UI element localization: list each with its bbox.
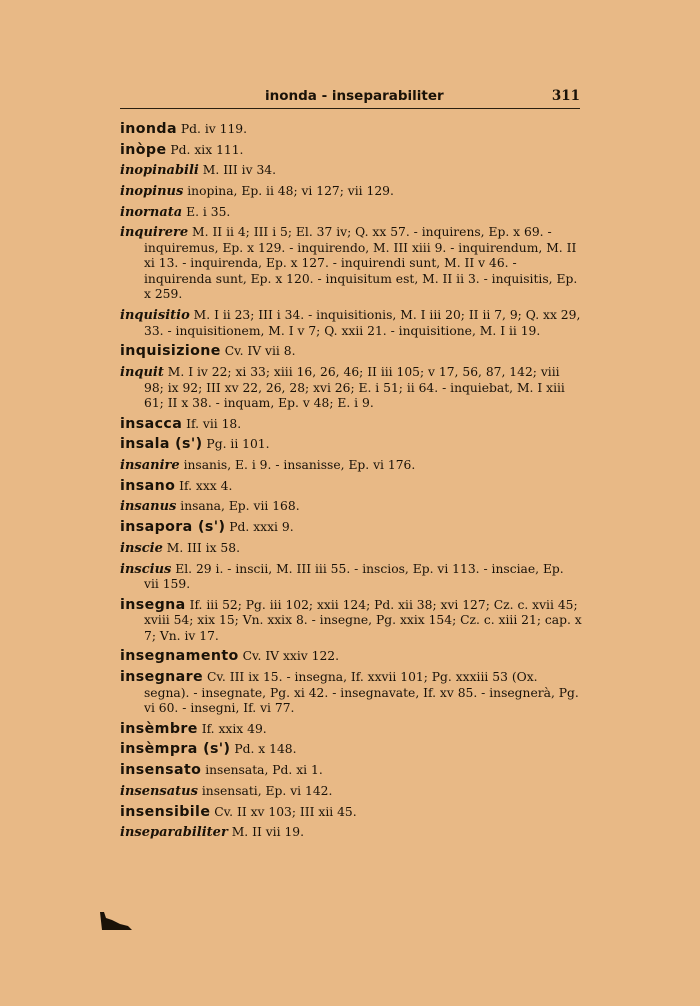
entry-headword: inquisitio (120, 308, 190, 324)
entry-citations: M. II ii 4; III i 5; El. 37 iv; Q. xx 57. - inquirens, Ep. x 69. - inquiremus, Ep. x 129. - inquirendo, M. III xiii 9. - inquirendum, M. II xi 13. - inquirenda, Ep. x 127. - inquirendi sunt, M. II v 46. - inquirenda sunt, Ep. x 120. - inquisitum est, M. II ii 3. - inquisitis, Ep. x 259. (144, 225, 578, 302)
entry-citations: Cv. II xv 103; III xii 45. (210, 804, 357, 819)
dictionary-entry (120, 437, 582, 453)
entry-citations: Pg. ii 101. (202, 437, 270, 452)
dictionary-entry (120, 122, 582, 138)
dictionary-entry (120, 344, 582, 360)
entry-headword: inopinus (120, 184, 184, 200)
entry-headword: inòpe (120, 141, 167, 158)
dictionary-entry (120, 562, 582, 593)
entry-headword: insegnare (120, 669, 204, 686)
entry-headword: insensato (120, 762, 202, 779)
dictionary-entry (120, 479, 582, 495)
entry-headword: insegna (120, 596, 186, 613)
entry-headword: insano (120, 477, 176, 494)
dictionary-entry (120, 184, 582, 200)
dictionary-entry (120, 670, 582, 717)
entry-citations: insensati, Ep. vi 142. (197, 783, 333, 798)
dictionary-entry (120, 225, 582, 303)
entry-headword: inornata (120, 204, 183, 220)
dictionary-entries (120, 122, 582, 846)
dictionary-entry (120, 458, 582, 474)
dictionary-entry (120, 308, 582, 339)
dictionary-entry (120, 499, 582, 515)
page-number: 311 (551, 88, 580, 104)
entry-citations: Pd. xxxi 9. (225, 520, 294, 535)
dictionary-entry (120, 205, 582, 221)
entry-citations: Pd. x 148. (230, 742, 297, 757)
dictionary-entry (120, 163, 582, 179)
dictionary-entry (120, 520, 582, 536)
entry-headword: insensatus (120, 783, 198, 799)
entry-citations: Pd. xix 111. (166, 142, 244, 157)
entry-citations: insana, Ep. vii 168. (176, 499, 300, 514)
entry-citations: M. I iv 22; xi 33; xiii 16, 26, 46; II iii 105; v 17, 56, 87, 142; viii 98; ix 92; III xv 22, 26, 28; xvi 26; E. i 51; ii 64. - inquiebat, M. I xiii 61; II x 38. - inquam, Ep. v 48; E. i 9. (144, 365, 565, 410)
entry-headword: insala (s') (120, 436, 203, 453)
dictionary-entry (120, 825, 582, 841)
entry-headword: inquirere (120, 225, 189, 241)
entry-citations: If. xxx 4. (175, 478, 233, 493)
entry-citations: El. 29 i. - inscii, M. III iii 55. - inscios, Ep. vi 113. - insciae, Ep. vii 159. (144, 561, 564, 591)
entry-citations: insanis, E. i 9. - insanisse, Ep. vi 176. (179, 458, 416, 473)
dictionary-entry (120, 763, 582, 779)
entry-citations: M. III iv 34. (198, 163, 277, 178)
dictionary-entry (120, 649, 582, 665)
entry-citations: M. III ix 58. (162, 540, 240, 555)
dictionary-entry (120, 143, 582, 159)
running-title: inonda - inseparabiliter (265, 88, 444, 104)
entry-citations: If. xxix 49. (197, 721, 267, 736)
entry-headword: insensibile (120, 803, 211, 820)
entry-citations: Cv. III ix 15. - insegna, If. xxvii 101; Pg. xxxiii 53 (Ox. segna). - insegnate, Pg. xi 42. - insegnavate, If. xv 85. - insegnerà, Pg. vi 60. - insegni, If. vi 77. (144, 670, 579, 716)
dictionary-entry (120, 722, 582, 738)
entry-headword: insegnamento (120, 648, 239, 665)
entry-headword: inseparabiliter (120, 825, 228, 841)
entry-citations: If. vii 18. (182, 416, 242, 431)
dictionary-entry (120, 417, 582, 433)
entry-headword: inscius (120, 561, 172, 577)
entry-headword: insèmpra (s') (120, 741, 231, 758)
dictionary-entry (120, 365, 582, 412)
dictionary-entry (120, 805, 582, 821)
entry-headword: inquit (120, 365, 164, 380)
dictionary-entry (120, 598, 582, 645)
entry-headword: inscie (120, 540, 163, 556)
dictionary-entry (120, 784, 582, 800)
dictionary-entry (120, 742, 582, 758)
dictionary-entry (120, 541, 582, 557)
entry-citations: E. i 35. (182, 204, 231, 219)
entry-headword: inopinabili (120, 163, 199, 179)
entry-headword: inquisizione (120, 343, 221, 360)
entry-citations: inopina, Ep. ii 48; vi 127; vii 129. (183, 184, 394, 199)
entry-citations: If. iii 52; Pg. iii 102; xxii 124; Pd. xii 38; xvi 127; Cz. c. xvii 45; xviii 54; xix 15; Vn. xxix 8. - insegne, Pg. xxix 154; Cz. c. xiii 21; cap. x 7; Vn. iv 17. (144, 597, 582, 643)
page-header (120, 88, 580, 109)
entry-headword: insèmbre (120, 720, 198, 737)
ink-smudge-mark (98, 908, 138, 932)
entry-citations: insensata, Pd. xi 1. (201, 763, 323, 778)
entry-headword: insacca (120, 415, 183, 432)
entry-citations: Cv. IV vii 8. (220, 344, 296, 359)
entry-headword: inonda (120, 121, 177, 137)
entry-citations: Cv. IV xxiv 122. (238, 649, 340, 664)
entry-citations: M. II vii 19. (227, 825, 305, 840)
entry-headword: insapora (s') (120, 519, 226, 536)
entry-headword: insanire (120, 458, 180, 474)
entry-citations: M. I ii 23; III i 34. - inquisitionis, M. I iii 20; II ii 7, 9; Q. xx 29, 33. - inquisitionem, M. I v 7; Q. xxii 21. - inquisitione, M. I ii 19. (144, 308, 581, 338)
entry-headword: insanus (120, 499, 177, 515)
entry-citations: Pd. iv 119. (176, 122, 247, 136)
